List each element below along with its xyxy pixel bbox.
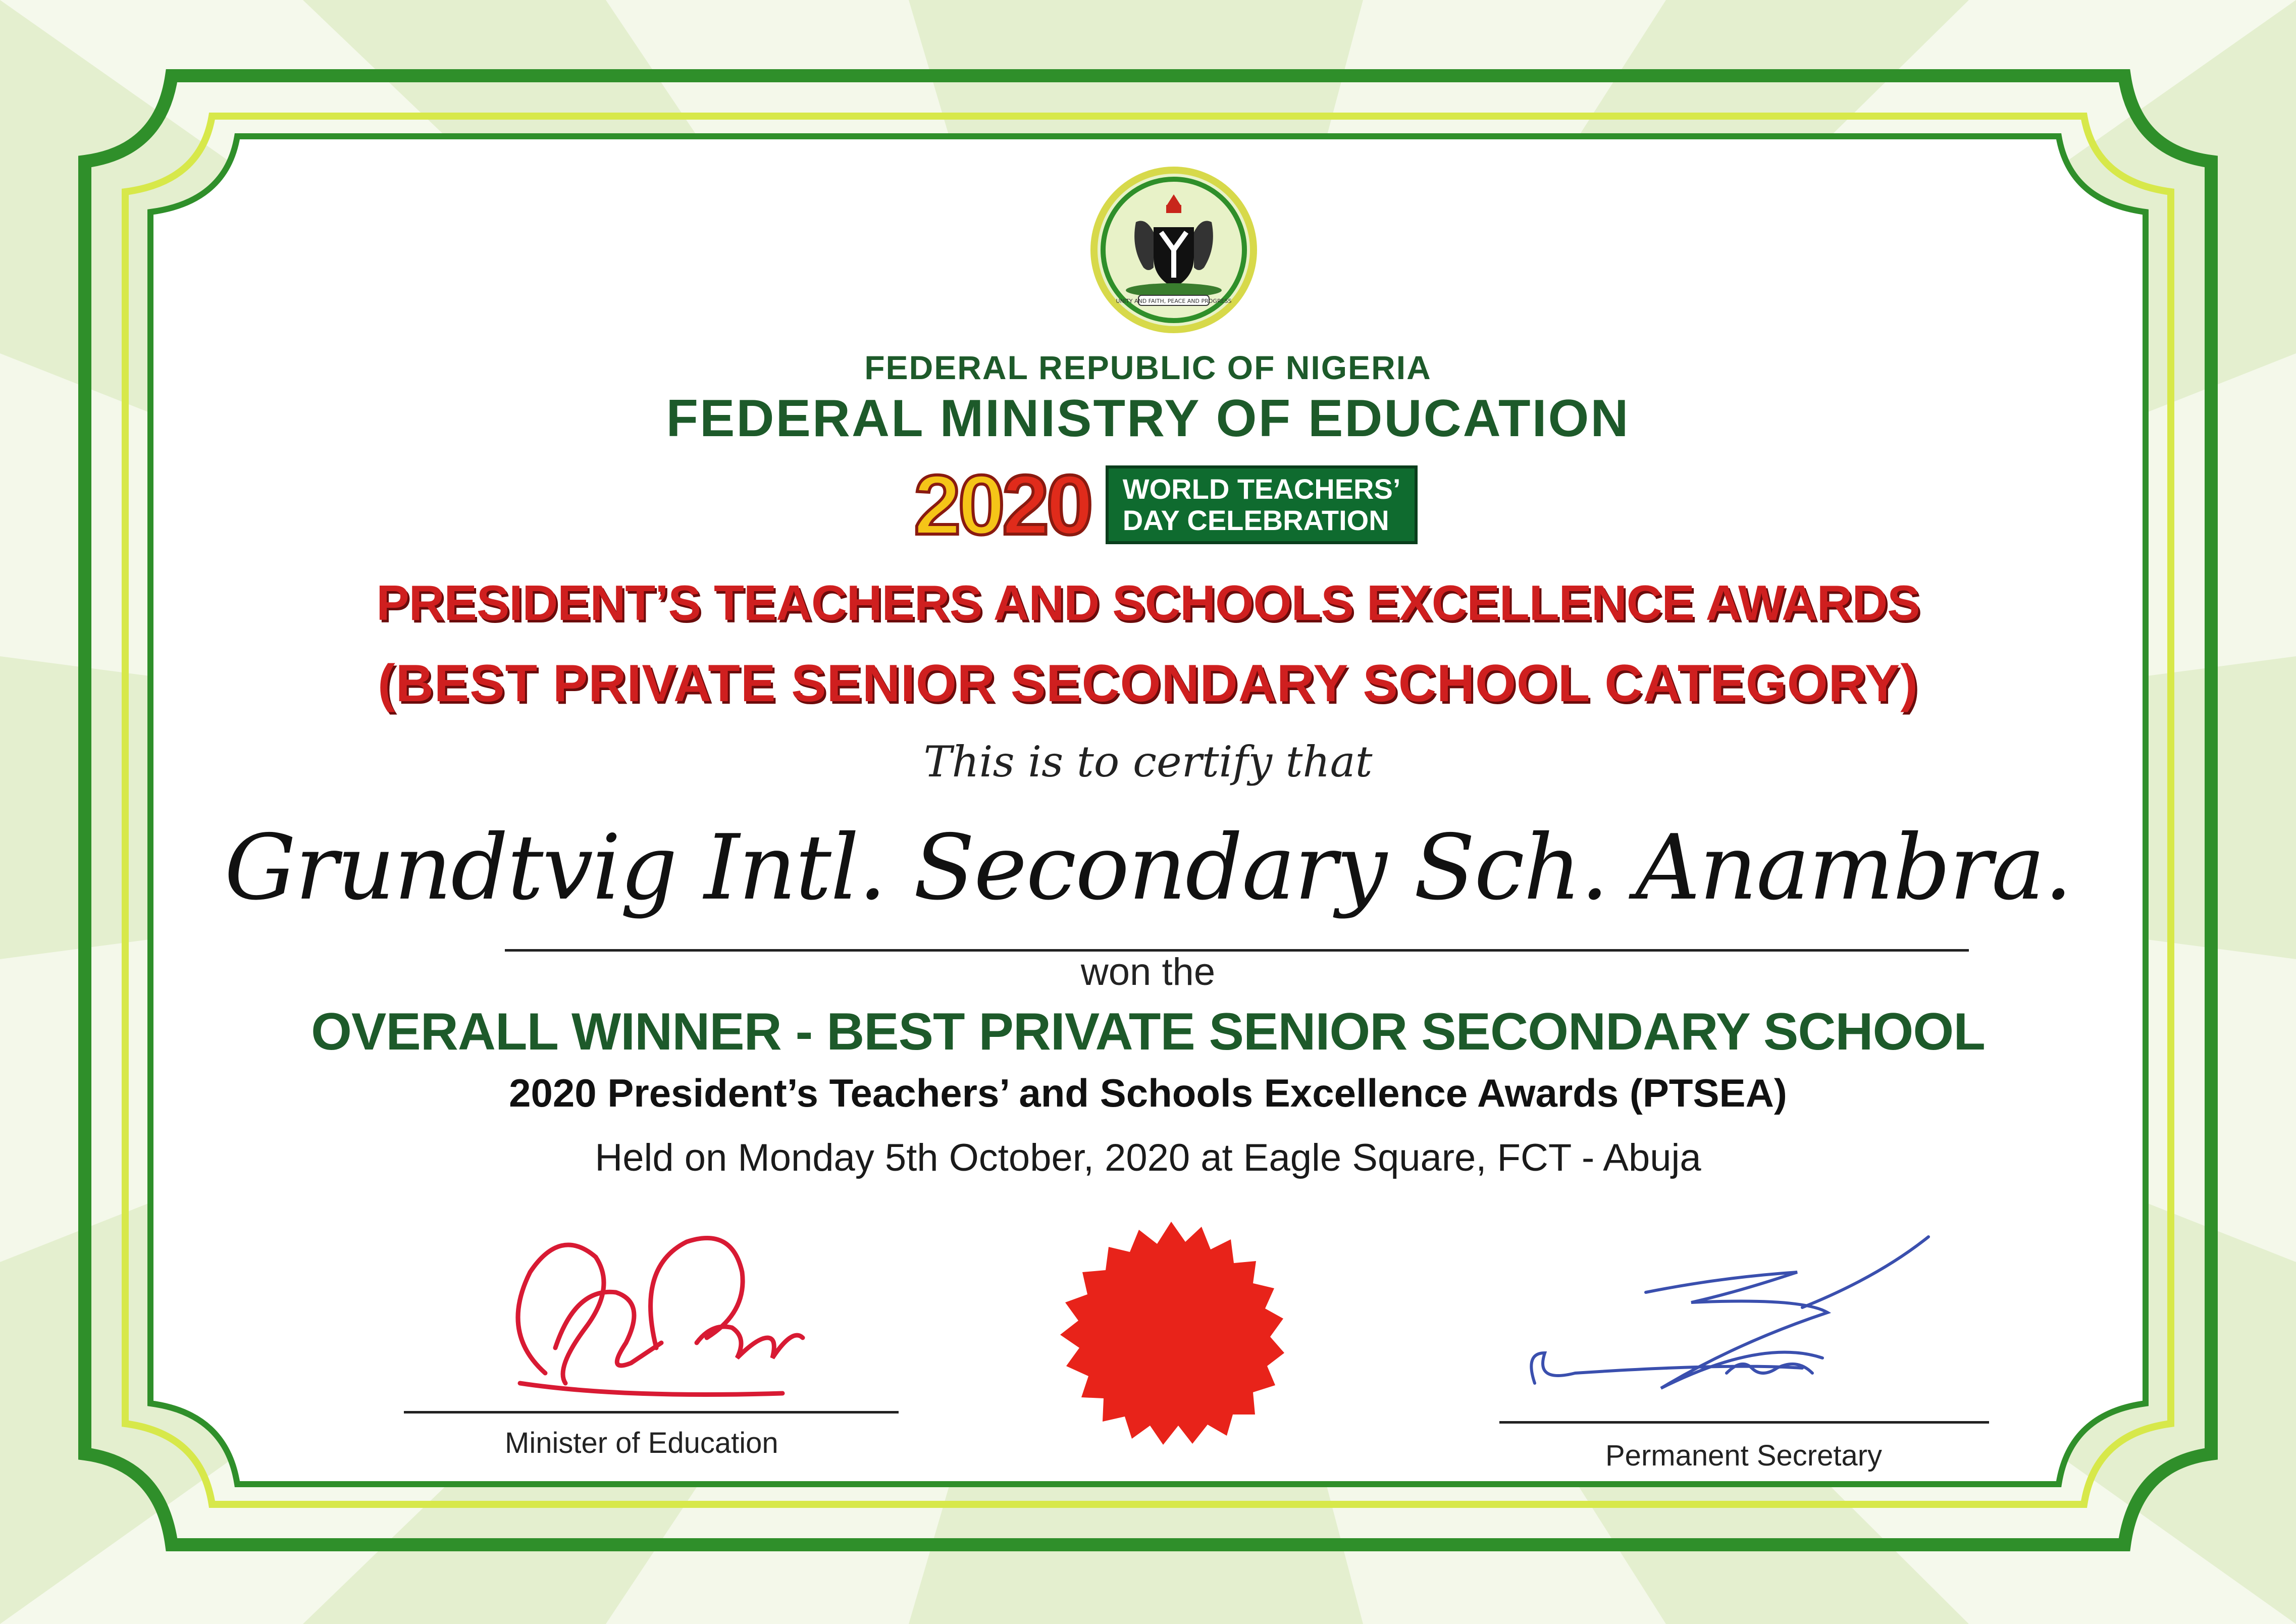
badge-year <box>914 457 1090 552</box>
secretary-signature-icon <box>1504 1232 1959 1434</box>
minister-signature-line <box>404 1411 899 1413</box>
badge-line-1: WORLD TEACHERS’ <box>1122 473 1401 505</box>
minister-label: Minister of Education <box>505 1427 778 1459</box>
badge-year-b: 20 <box>1002 457 1090 552</box>
wtd-badge <box>914 457 1418 553</box>
ptsea-line: 2020 President’s Teachers’ and Schools Excellence Awards (PTSEA) <box>509 1071 1787 1115</box>
red-seal-icon <box>1055 1217 1287 1449</box>
award-category: (BEST PRIVATE SENIOR SECONDARY SCHOOL CATEGORY) <box>378 654 1918 713</box>
secretary-label: Permanent Secretary <box>1605 1439 1883 1472</box>
badge-year-a: 20 <box>914 457 1002 552</box>
certify-text: This is to certify that <box>923 737 1373 787</box>
coat-of-arms-icon <box>1090 167 1257 333</box>
recipient-name: Grundtvig Intl. Secondary Sch. Anambra. <box>224 815 2072 920</box>
ministry-heading: FEDERAL MINISTRY OF EDUCATION <box>666 389 1630 448</box>
overall-winner-title: OVERALL WINNER - BEST PRIVATE SENIOR SECONDARY SCHOOL <box>311 1003 1985 1061</box>
coat-of-arms-motto: UNITY AND FAITH, PEACE AND PROGRESS <box>1116 298 1232 304</box>
event-details: Held on Monday 5th October, 2020 at Eagle Square, FCT - Abuja <box>595 1136 1701 1179</box>
badge-label <box>1106 465 1418 544</box>
republic-heading: FEDERAL REPUBLIC OF NIGERIA <box>864 349 1432 386</box>
badge-line-2: DAY CELEBRATION <box>1122 504 1389 536</box>
won-text: won the <box>1080 951 1216 993</box>
minister-signature-icon <box>485 1222 868 1434</box>
award-title: PRESIDENT’S TEACHERS AND SCHOOLS EXCELLENCE AWARDS <box>376 575 1920 631</box>
secretary-signature-line <box>1499 1421 1989 1424</box>
